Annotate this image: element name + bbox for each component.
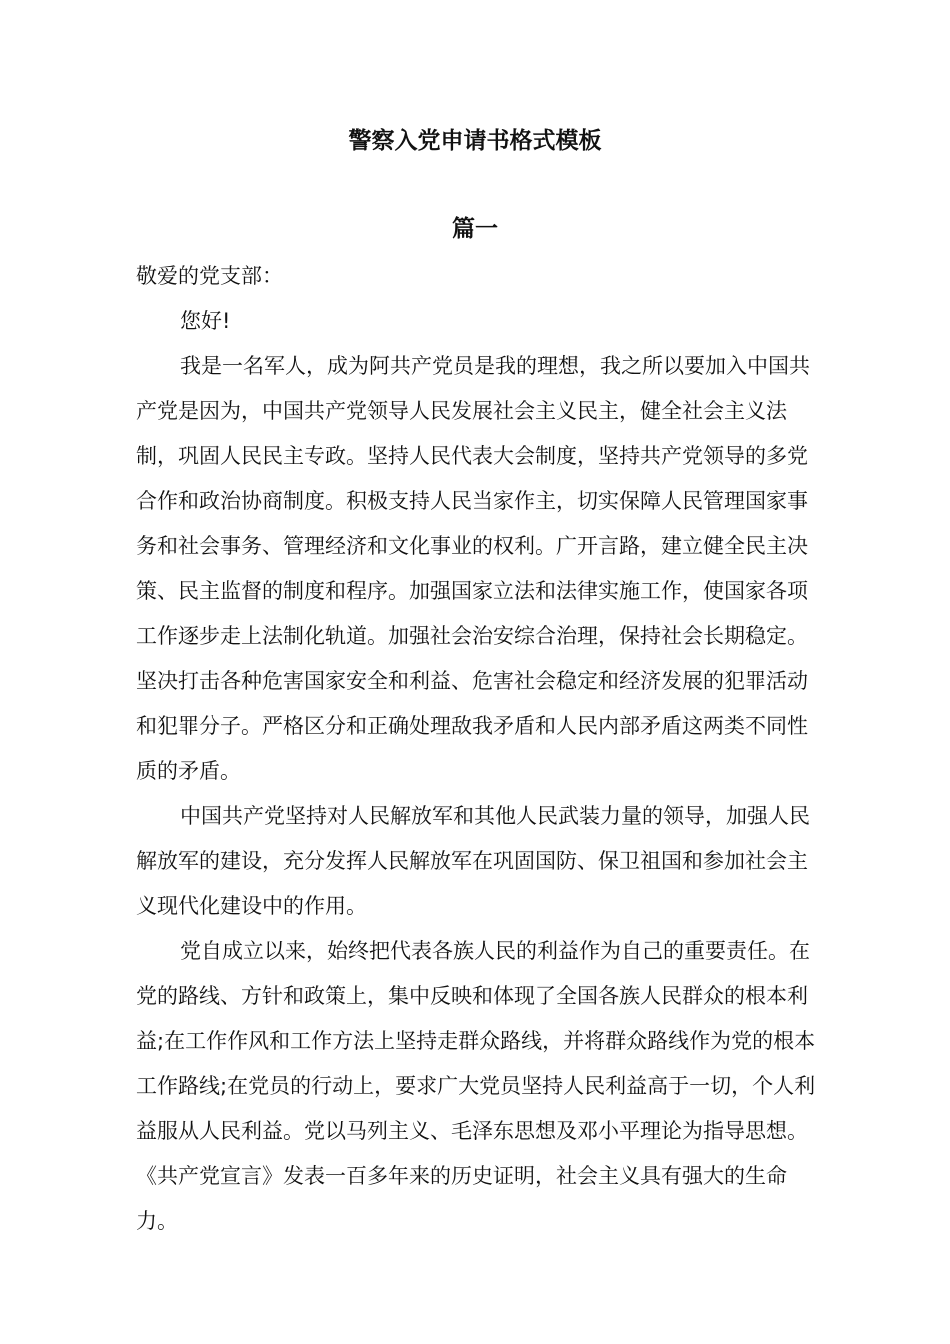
- document-title: 警察入党申请书格式模板: [348, 128, 602, 154]
- paragraph: 中国共产党坚持对人民解放军和其他人民武装力量的领导，加强人民解放军的建设，充分发挥人民解放军在巩固国防、保卫祖国和参加社会主义现代化建设中的作用。: [136, 804, 810, 918]
- paragraph: 党自成立以来，始终把代表各族人民的利益作为自己的重要责任。在党的路线、方针和政策上，集中反映和体现了全国各族人民群众的根本利益;在工作作风和工作方法上坚持走群众路线，并将群众路线作为党的根本工作路线;在党员的行动上，要求广大党员坚持人民利益高于一切，个人利益服从人民利益。党以马列主义、毛泽东思想及邓小平理论为指导思想。《共产党宣言》发表一百多年来的历史证明，社会主义具有强大的生命力。: [136, 939, 816, 1233]
- section-heading: 篇一: [452, 216, 498, 242]
- greeting: 您好!: [180, 309, 231, 333]
- salutation: 敬爱的党支部：: [136, 264, 283, 288]
- paragraph: 我是一名军人，成为阿共产党员是我的理想，我之所以要加入中国共产党是因为，中国共产党领导人民发展社会主义民主，健全社会主义法制，巩固人民民主专政。坚持人民代表大会制度，坚持共产党领导的多党合作和政治协商制度。积极支持人民当家作主，切实保障人民管理国家事务和社会事务、管理经济和文化事业的权利。广开言路，建立健全民主决策、民主监督的制度和程序。加强国家立法和法律实施工作，使国家各项工作逐步走上法制化轨道。加强社会治安综合治理，保持社会长期稳定。坚决打击各种危害国家安全和利益、危害社会稳定和经济发展的犯罪活动和犯罪分子。严格区分和正确处理敌我矛盾和人民内部矛盾这两类不同性质的矛盾。: [136, 354, 810, 783]
- document-body: [136, 254, 820, 1244]
